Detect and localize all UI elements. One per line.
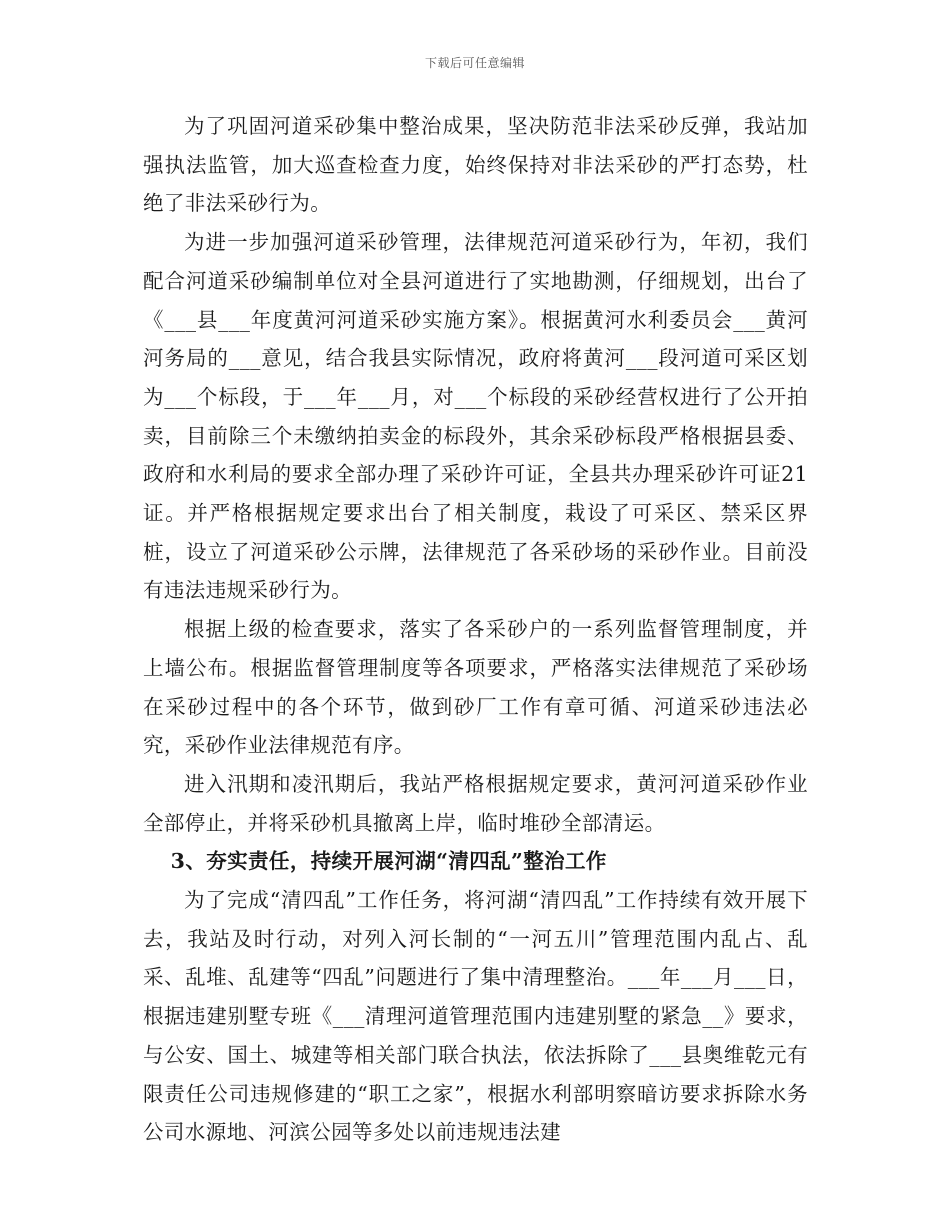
paragraph-four-chaos-rectification: 为了完成“清四乱”工作任务，将河湖“清四乱”工作持续有效开展下去，我站及时行动，对列入河长制的“一河五川”管理范围内乱占、乱采、乱堆、乱建等“四乱”问题进行了集中清理整治。___年___月___日，根据违建别墅专班《___清理河道管理范围内违建别墅的紧急__》要求，与公安、国土、城建等相关部门联合执法，依法拆除了___县奥维乾元有限责任公司违规修建的“职工之家”，根据水利部明察暗访要求拆除水务公司水源地、河滨公园等多处以前违规违法建	[143, 888, 808, 1145]
paragraph-sand-mining-crackdown: 为了巩固河道采砂集中整治成果，坚决防范非法采砂反弹，我站加强执法监管，加大巡查检查力度，始终保持对非法采砂的严打态势，杜绝了非法采砂行为。	[143, 114, 808, 216]
section-heading: 3、夯实责任，持续开展河湖“清四乱”整治工作	[170, 849, 607, 874]
paragraph-supervision-system: 根据上级的检查要求，落实了各采砂户的一系列监督管理制度，并上墙公布。根据监督管理制度等各项要求，严格落实法律规范了采砂场在采砂过程中的各个环节，做到砂厂工作有章可循、河道采砂违法必究，采砂作业法律规范有序。	[143, 617, 808, 758]
document-body	[143, 107, 808, 1152]
page-header: 下载后可任意编辑	[424, 56, 525, 70]
paragraph-sand-mining-management: 为进一步加强河道采砂管理，法律规范河道采砂行为，年初，我们配合河道采砂编制单位对全县河道进行了实地勘测，仔细规划，出台了《___县___年度黄河河道采砂实施方案》。根据黄河水利委员会___黄河河务局的___意见，结合我县实际情况，政府将黄河___段河道可采区划为___个标段，于___年___月，对___个标段的采砂经营权进行了公开拍卖，目前除三个未缴纳拍卖金的标段外，其余采砂标段严格根据县委、政府和水利局的要求全部办理了采砂许可证，全县共办理采砂许可证21证。并严格根据规定要求出台了相关制度，栽设了可采区、禁采区界桩，设立了河道采砂公示牌，法律规范了各采砂场的采砂作业。目前没有违法违规采砂行为。	[143, 230, 808, 603]
paragraph-flood-season: 进入汛期和凌汛期后，我站严格根据规定要求，黄河河道采砂作业全部停止，并将采砂机具撤离上岸，临时堆砂全部清运。	[143, 771, 808, 835]
